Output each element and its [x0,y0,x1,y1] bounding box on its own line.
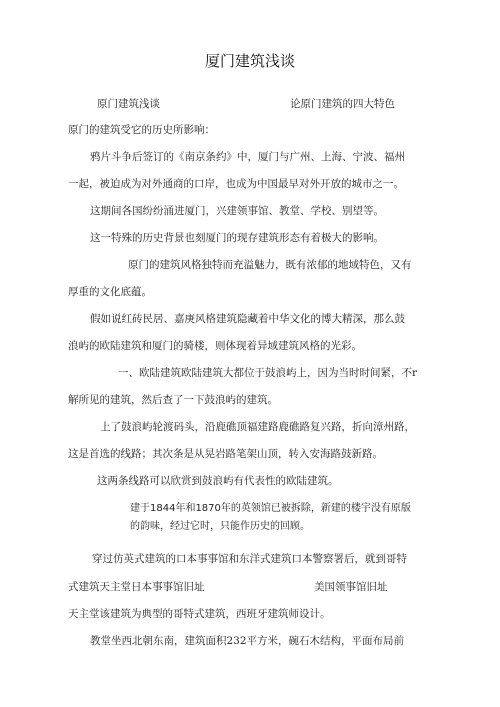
header-right-text: 论原门建筑的四大特色 [290,98,395,110]
body-line: 这期间各国纷纷涌进厦门，兴建领事馆、教堂、学校、别望等。 [90,205,384,217]
body-line: 一起，被迫成为对外通商的口岸，也成为中国最早对外开放的城市之一。 [68,178,404,190]
body-line: 穿过仿英式建筑的口本事事馆和东洋式建筑口本警察署后，就到哥特 [92,553,407,565]
split-line-left: 式建筑天主堂日本事事馆旧址 [68,581,205,593]
body-line: 解所见的建筑，然后查了一下鼓浪屿的建筑。 [68,394,278,406]
body-line: 一、欧陆建筑欧陆建筑大都位于鼓浪屿上，因为当时时间紧，不r [118,367,418,379]
body-line: 假如说红砖民居、嘉庚风格建筑隐藏着中华文化的博大精深，那么鼓 [90,313,405,325]
body-line: 鸦片斗争后签订的《南京条约》中，厦门与广州、上海、宁波、福州 [90,151,405,163]
body-line: 这一特殊的历史背景也刻厦门的现存建筑形态有着极大的影响。 [90,232,384,244]
quote-line: 的韵味，经过它时，只能作历史的回顾。 [130,521,310,532]
body-line: 原门的建筑受它的历史所影响： [68,124,215,136]
page-title: 厦门建筑浅谈 [204,52,295,70]
body-line: 浪屿的欧陆建筑和厦门的骑楼，则体现着异域建筑风格的光彩。 [68,340,362,352]
body-line: 厚重的文化底蕴。 [68,286,152,298]
split-line-right: 美国领事馆旧址 [314,581,388,593]
body-line: 天主堂该建筑为典型的哥特式建筑，西班牙建筑师设计。 [68,608,331,620]
body-line: 上了鼓浪屿轮渡码头，沿鹿礁顶福建路鹿礁路复兴路，折向漳州路， [100,421,415,433]
body-line: 这两条线路可以欣赏到鼓浪屿有代表性的欧陆建筑。 [97,475,339,487]
body-line: 教堂坐西北朝东南，建筑面积232平方米，碗石木结构，平面布局前 [90,635,405,647]
header-left-text: 原门建筑浅谈 [97,98,160,110]
quote-line: 建于1844年和1870年的英领馆已被拆除，新建的楼宇没有原版 [130,503,411,514]
body-line: 这是首选的线路；其次条是从晃岩路笔架山顶，转入安海路鼓新路。 [68,448,383,460]
body-line: 原门的建筑风格独特而充溢魅力，既有浓郁的地域特色，又有 [128,259,412,271]
